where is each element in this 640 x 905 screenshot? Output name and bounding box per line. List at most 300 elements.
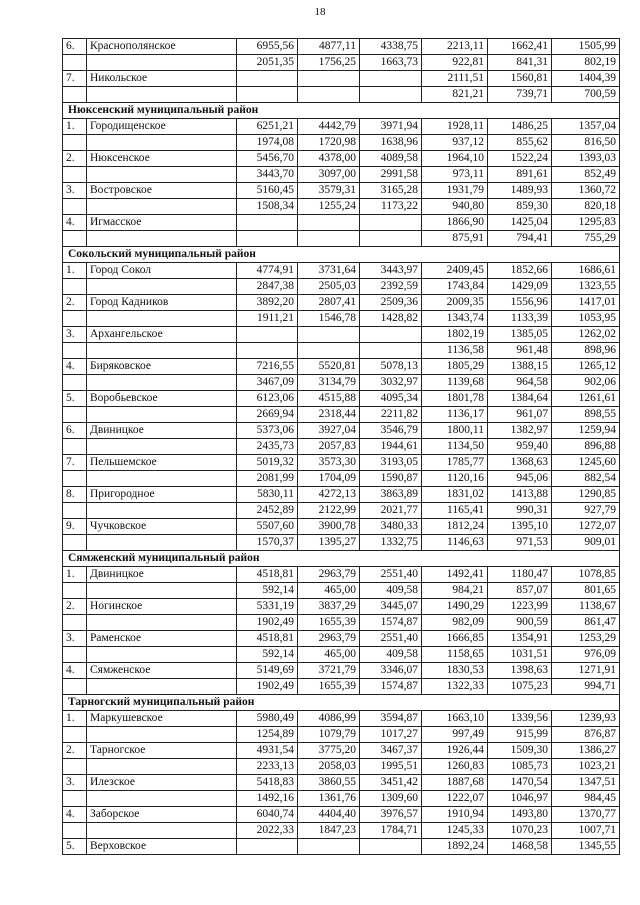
- value-cell: [237, 327, 298, 343]
- settlement-name: Маркушевское: [87, 711, 237, 727]
- value-cell: 3445,07: [360, 599, 422, 615]
- value-cell: 1663,73: [360, 55, 422, 71]
- value-cell: 3097,00: [298, 167, 360, 183]
- value-cell: 802,19: [552, 55, 620, 71]
- row-number: [63, 615, 87, 631]
- value-cell: 896,88: [552, 439, 620, 455]
- table-row: [63, 375, 620, 391]
- settlement-name: Илезское: [87, 775, 237, 791]
- value-cell: 1322,33: [422, 679, 488, 695]
- value-cell: 3900,78: [298, 519, 360, 535]
- value-cell: 1386,27: [552, 743, 620, 759]
- value-cell: 1393,03: [552, 151, 620, 167]
- value-cell: 971,53: [488, 535, 552, 551]
- value-cell: 1570,37: [237, 535, 298, 551]
- value-cell: 1852,66: [488, 263, 552, 279]
- value-cell: 1271,91: [552, 663, 620, 679]
- value-cell: 984,45: [552, 791, 620, 807]
- row-number: 1.: [63, 711, 87, 727]
- tariff-table: [62, 38, 620, 855]
- table-row: [63, 583, 620, 599]
- value-cell: 959,40: [488, 439, 552, 455]
- settlement-name: Воробьевское: [87, 391, 237, 407]
- value-cell: [360, 71, 422, 87]
- value-cell: 841,31: [488, 55, 552, 71]
- table-row: [63, 167, 620, 183]
- settlement-name: Заборское: [87, 807, 237, 823]
- table-row: [63, 647, 620, 663]
- value-cell: 794,41: [488, 231, 552, 247]
- value-cell: 1492,16: [237, 791, 298, 807]
- settlement-name: Раменское: [87, 631, 237, 647]
- value-cell: 1493,80: [488, 807, 552, 823]
- value-cell: 964,58: [488, 375, 552, 391]
- value-cell: 801,65: [552, 583, 620, 599]
- settlement-name: [87, 535, 237, 551]
- value-cell: 1136,58: [422, 343, 488, 359]
- value-cell: 1395,10: [488, 519, 552, 535]
- row-number: [63, 407, 87, 423]
- value-cell: 816,50: [552, 135, 620, 151]
- value-cell: 2021,77: [360, 503, 422, 519]
- settlement-name: [87, 503, 237, 519]
- row-number: [63, 439, 87, 455]
- value-cell: 1590,87: [360, 471, 422, 487]
- value-cell: [237, 71, 298, 87]
- value-cell: [360, 343, 422, 359]
- value-cell: 1398,63: [488, 663, 552, 679]
- value-cell: [237, 839, 298, 855]
- settlement-name: [87, 471, 237, 487]
- value-cell: 1666,85: [422, 631, 488, 647]
- value-cell: 4877,11: [298, 39, 360, 55]
- value-cell: 1556,96: [488, 295, 552, 311]
- table-row: [63, 439, 620, 455]
- value-cell: 3971,94: [360, 119, 422, 135]
- value-cell: 592,14: [237, 647, 298, 663]
- table-row: [63, 727, 620, 743]
- value-cell: 1522,24: [488, 151, 552, 167]
- settlement-name: Краснополянское: [87, 39, 237, 55]
- value-cell: 465,00: [298, 647, 360, 663]
- settlement-name: Верховское: [87, 839, 237, 855]
- table-row: [63, 807, 620, 823]
- value-cell: 961,07: [488, 407, 552, 423]
- table-row: [63, 327, 620, 343]
- value-cell: 855,62: [488, 135, 552, 151]
- value-cell: 1255,24: [298, 199, 360, 215]
- table-row: [63, 391, 620, 407]
- value-cell: 5980,49: [237, 711, 298, 727]
- table-row: [63, 183, 620, 199]
- value-cell: 1388,15: [488, 359, 552, 375]
- row-number: 8.: [63, 487, 87, 503]
- value-cell: 2409,45: [422, 263, 488, 279]
- value-cell: 1802,19: [422, 327, 488, 343]
- value-cell: 4338,75: [360, 39, 422, 55]
- value-cell: 821,21: [422, 87, 488, 103]
- table-row: [63, 631, 620, 647]
- value-cell: [237, 231, 298, 247]
- value-cell: 3927,04: [298, 423, 360, 439]
- value-cell: 976,09: [552, 647, 620, 663]
- table-row: [63, 87, 620, 103]
- value-cell: 4518,81: [237, 631, 298, 647]
- row-number: [63, 727, 87, 743]
- row-number: 1.: [63, 567, 87, 583]
- value-cell: 1158,65: [422, 647, 488, 663]
- value-cell: 1017,27: [360, 727, 422, 743]
- value-cell: 3837,29: [298, 599, 360, 615]
- value-cell: 1343,74: [422, 311, 488, 327]
- value-cell: 5418,83: [237, 775, 298, 791]
- table-row: [63, 215, 620, 231]
- value-cell: 2551,40: [360, 631, 422, 647]
- table-row: [63, 423, 620, 439]
- value-cell: 1138,67: [552, 599, 620, 615]
- settlement-name: [87, 167, 237, 183]
- settlement-name: [87, 343, 237, 359]
- value-cell: 3032,97: [360, 375, 422, 391]
- value-cell: 6123,06: [237, 391, 298, 407]
- district-title: Сокольский муниципальный район: [63, 247, 620, 263]
- value-cell: 1382,97: [488, 423, 552, 439]
- value-cell: 927,79: [552, 503, 620, 519]
- value-cell: 1146,63: [422, 535, 488, 551]
- value-cell: 1429,09: [488, 279, 552, 295]
- value-cell: 2551,40: [360, 567, 422, 583]
- district-title: Тарногский муниципальный район: [63, 695, 620, 711]
- settlement-name: [87, 647, 237, 663]
- value-cell: 1704,09: [298, 471, 360, 487]
- row-number: 1.: [63, 263, 87, 279]
- value-cell: 3443,70: [237, 167, 298, 183]
- value-cell: 1928,11: [422, 119, 488, 135]
- table-row: [63, 55, 620, 71]
- row-number: 4.: [63, 359, 87, 375]
- value-cell: 1926,44: [422, 743, 488, 759]
- value-cell: 945,06: [488, 471, 552, 487]
- value-cell: 592,14: [237, 583, 298, 599]
- row-number: [63, 375, 87, 391]
- settlement-name: Город Кадников: [87, 295, 237, 311]
- value-cell: 1428,82: [360, 311, 422, 327]
- settlement-name: [87, 135, 237, 151]
- settlement-name: [87, 791, 237, 807]
- value-cell: 1070,23: [488, 823, 552, 839]
- value-cell: 909,01: [552, 535, 620, 551]
- table-row: [63, 359, 620, 375]
- row-number: 6.: [63, 423, 87, 439]
- value-cell: 1253,29: [552, 631, 620, 647]
- table-row: [63, 839, 620, 855]
- value-cell: 1720,98: [298, 135, 360, 151]
- row-number: [63, 343, 87, 359]
- table-row: [63, 823, 620, 839]
- settlement-name: [87, 679, 237, 695]
- value-cell: 1887,68: [422, 775, 488, 791]
- district-title: Нюксенский муниципальный район: [63, 103, 620, 119]
- value-cell: 1079,79: [298, 727, 360, 743]
- table-row: [63, 759, 620, 775]
- value-cell: 1944,61: [360, 439, 422, 455]
- value-cell: 859,30: [488, 199, 552, 215]
- settlement-name: Тарногское: [87, 743, 237, 759]
- district-section-row: [63, 695, 620, 711]
- value-cell: 1492,41: [422, 567, 488, 583]
- table-row: [63, 263, 620, 279]
- value-cell: 1812,24: [422, 519, 488, 535]
- value-cell: 1404,39: [552, 71, 620, 87]
- value-cell: 2847,38: [237, 279, 298, 295]
- row-number: 2.: [63, 599, 87, 615]
- value-cell: 1120,16: [422, 471, 488, 487]
- value-cell: 5507,60: [237, 519, 298, 535]
- table-row: [63, 711, 620, 727]
- value-cell: 5160,45: [237, 183, 298, 199]
- value-cell: 7216,55: [237, 359, 298, 375]
- value-cell: 4518,81: [237, 567, 298, 583]
- row-number: [63, 535, 87, 551]
- value-cell: 997,49: [422, 727, 488, 743]
- row-number: 4.: [63, 215, 87, 231]
- value-cell: 2392,59: [360, 279, 422, 295]
- value-cell: 2318,44: [298, 407, 360, 423]
- tariff-table-body: [63, 39, 620, 855]
- value-cell: 6955,56: [237, 39, 298, 55]
- value-cell: 5520,81: [298, 359, 360, 375]
- value-cell: 1262,02: [552, 327, 620, 343]
- value-cell: 5149,69: [237, 663, 298, 679]
- value-cell: 1801,78: [422, 391, 488, 407]
- value-cell: 973,11: [422, 167, 488, 183]
- value-cell: 1360,72: [552, 183, 620, 199]
- value-cell: 1655,39: [298, 679, 360, 695]
- table-row: [63, 279, 620, 295]
- district-title: Сямженский муниципальный район: [63, 551, 620, 567]
- value-cell: 1323,55: [552, 279, 620, 295]
- value-cell: 3467,09: [237, 375, 298, 391]
- table-row: [63, 71, 620, 87]
- value-cell: 1805,29: [422, 359, 488, 375]
- value-cell: 2213,11: [422, 39, 488, 55]
- value-cell: [360, 87, 422, 103]
- value-cell: 3721,79: [298, 663, 360, 679]
- settlement-name: Ногинское: [87, 599, 237, 615]
- row-number: 3.: [63, 327, 87, 343]
- table-row: [63, 567, 620, 583]
- value-cell: 4774,91: [237, 263, 298, 279]
- table-row: [63, 615, 620, 631]
- value-cell: 1345,55: [552, 839, 620, 855]
- value-cell: 1655,39: [298, 615, 360, 631]
- value-cell: 6251,21: [237, 119, 298, 135]
- value-cell: 1425,04: [488, 215, 552, 231]
- value-cell: 1384,64: [488, 391, 552, 407]
- district-section-row: [63, 247, 620, 263]
- table-row: [63, 503, 620, 519]
- value-cell: 891,61: [488, 167, 552, 183]
- value-cell: 409,58: [360, 583, 422, 599]
- value-cell: 4378,00: [298, 151, 360, 167]
- settlement-name: [87, 55, 237, 71]
- value-cell: [237, 87, 298, 103]
- value-cell: 739,71: [488, 87, 552, 103]
- value-cell: 1361,76: [298, 791, 360, 807]
- value-cell: 4095,34: [360, 391, 422, 407]
- row-number: 5.: [63, 839, 87, 855]
- value-cell: 2452,89: [237, 503, 298, 519]
- value-cell: 900,59: [488, 615, 552, 631]
- value-cell: 1785,77: [422, 455, 488, 471]
- value-cell: 2233,13: [237, 759, 298, 775]
- value-cell: 857,07: [488, 583, 552, 599]
- settlement-name: Востровское: [87, 183, 237, 199]
- value-cell: 1259,94: [552, 423, 620, 439]
- value-cell: 755,29: [552, 231, 620, 247]
- value-cell: 5019,32: [237, 455, 298, 471]
- settlement-name: [87, 199, 237, 215]
- row-number: [63, 647, 87, 663]
- settlement-name: [87, 311, 237, 327]
- value-cell: 1295,83: [552, 215, 620, 231]
- row-number: 9.: [63, 519, 87, 535]
- value-cell: 2111,51: [422, 71, 488, 87]
- value-cell: 1902,49: [237, 679, 298, 695]
- settlement-name: Нюксенское: [87, 151, 237, 167]
- value-cell: 1031,51: [488, 647, 552, 663]
- value-cell: 1486,25: [488, 119, 552, 135]
- table-row: [63, 199, 620, 215]
- value-cell: 1508,34: [237, 199, 298, 215]
- value-cell: 3573,30: [298, 455, 360, 471]
- value-cell: [360, 327, 422, 343]
- value-cell: 3731,64: [298, 263, 360, 279]
- value-cell: 1662,41: [488, 39, 552, 55]
- value-cell: [298, 839, 360, 855]
- row-number: 2.: [63, 743, 87, 759]
- table-row: [63, 343, 620, 359]
- value-cell: [298, 71, 360, 87]
- settlement-name: [87, 279, 237, 295]
- value-cell: 1784,71: [360, 823, 422, 839]
- value-cell: 902,06: [552, 375, 620, 391]
- value-cell: 1133,39: [488, 311, 552, 327]
- value-cell: 2505,03: [298, 279, 360, 295]
- value-cell: 1180,47: [488, 567, 552, 583]
- value-cell: 4931,54: [237, 743, 298, 759]
- value-cell: 2669,94: [237, 407, 298, 423]
- value-cell: 3976,57: [360, 807, 422, 823]
- value-cell: 1134,50: [422, 439, 488, 455]
- row-number: [63, 311, 87, 327]
- settlement-name: Двиницкое: [87, 423, 237, 439]
- value-cell: 1413,88: [488, 487, 552, 503]
- value-cell: 876,87: [552, 727, 620, 743]
- settlement-name: Биряковское: [87, 359, 237, 375]
- settlement-name: [87, 87, 237, 103]
- settlement-name: [87, 615, 237, 631]
- value-cell: 1357,04: [552, 119, 620, 135]
- value-cell: 882,54: [552, 471, 620, 487]
- row-number: 4.: [63, 663, 87, 679]
- value-cell: 1332,75: [360, 535, 422, 551]
- value-cell: 1743,84: [422, 279, 488, 295]
- value-cell: 1663,10: [422, 711, 488, 727]
- value-cell: 1574,87: [360, 679, 422, 695]
- value-cell: 1866,90: [422, 215, 488, 231]
- row-number: [63, 279, 87, 295]
- table-row: [63, 311, 620, 327]
- value-cell: 1902,49: [237, 615, 298, 631]
- value-cell: 1136,17: [422, 407, 488, 423]
- row-number: [63, 791, 87, 807]
- row-number: 5.: [63, 391, 87, 407]
- value-cell: 898,96: [552, 343, 620, 359]
- row-number: 3.: [63, 183, 87, 199]
- value-cell: 3775,20: [298, 743, 360, 759]
- value-cell: 1385,05: [488, 327, 552, 343]
- value-cell: 3165,28: [360, 183, 422, 199]
- value-cell: 5830,11: [237, 487, 298, 503]
- value-cell: 1222,07: [422, 791, 488, 807]
- value-cell: 5331,19: [237, 599, 298, 615]
- row-number: [63, 87, 87, 103]
- value-cell: 2122,99: [298, 503, 360, 519]
- row-number: [63, 679, 87, 695]
- value-cell: 1847,23: [298, 823, 360, 839]
- settlement-name: Сямженское: [87, 663, 237, 679]
- row-number: 6.: [63, 39, 87, 55]
- value-cell: 1490,29: [422, 599, 488, 615]
- value-cell: 2963,79: [298, 631, 360, 647]
- value-cell: 2022,33: [237, 823, 298, 839]
- value-cell: [360, 215, 422, 231]
- value-cell: 4442,79: [298, 119, 360, 135]
- value-cell: 1261,61: [552, 391, 620, 407]
- value-cell: 2057,83: [298, 439, 360, 455]
- value-cell: 6040,74: [237, 807, 298, 823]
- row-number: [63, 199, 87, 215]
- table-row: [63, 151, 620, 167]
- value-cell: [298, 215, 360, 231]
- value-cell: 2807,41: [298, 295, 360, 311]
- value-cell: 1470,54: [488, 775, 552, 791]
- row-number: [63, 583, 87, 599]
- value-cell: 1053,95: [552, 311, 620, 327]
- table-row: [63, 743, 620, 759]
- value-cell: 3480,33: [360, 519, 422, 535]
- row-number: 3.: [63, 631, 87, 647]
- table-row: [63, 135, 620, 151]
- value-cell: 1370,77: [552, 807, 620, 823]
- value-cell: 1546,78: [298, 311, 360, 327]
- value-cell: 1245,60: [552, 455, 620, 471]
- value-cell: 1560,81: [488, 71, 552, 87]
- value-cell: 4515,88: [298, 391, 360, 407]
- table-row: [63, 679, 620, 695]
- value-cell: 1245,33: [422, 823, 488, 839]
- row-number: 2.: [63, 151, 87, 167]
- table-row: [63, 775, 620, 791]
- page-number: 18: [314, 6, 326, 18]
- value-cell: 861,47: [552, 615, 620, 631]
- value-cell: 5373,06: [237, 423, 298, 439]
- settlement-name: [87, 407, 237, 423]
- value-cell: 3443,97: [360, 263, 422, 279]
- table-row: [63, 39, 620, 55]
- value-cell: 852,49: [552, 167, 620, 183]
